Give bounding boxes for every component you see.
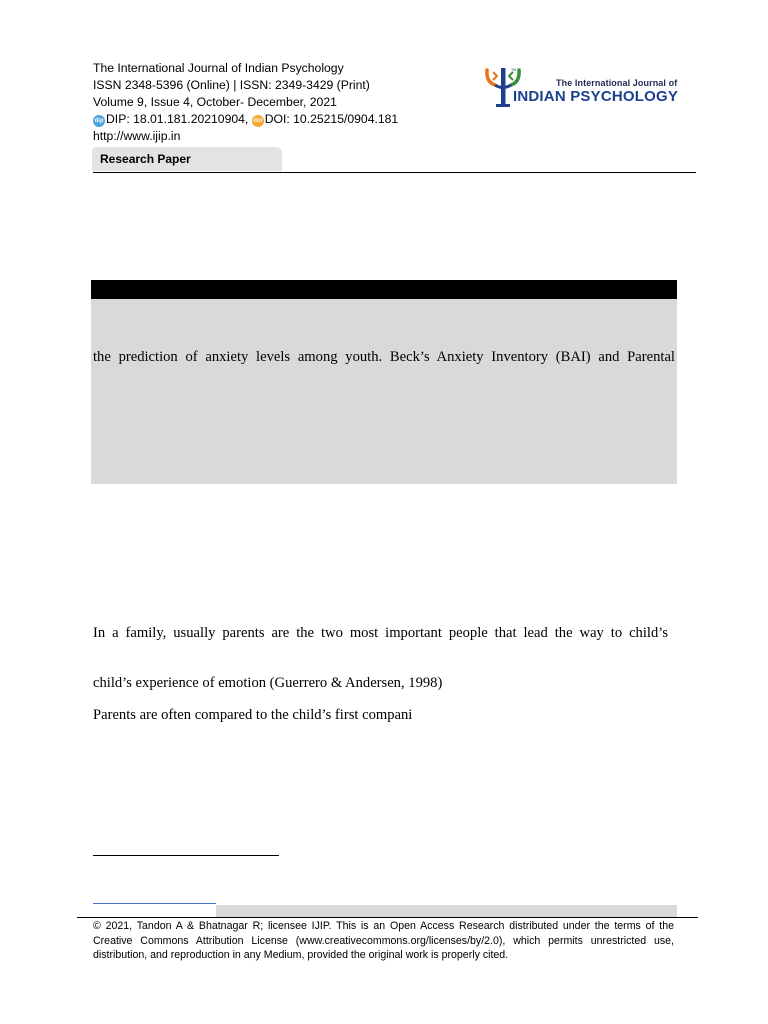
logo-small-text: The International Journal of (556, 78, 678, 88)
section-tab-label: Research Paper (100, 152, 191, 166)
abstract-box (91, 299, 677, 484)
website-link[interactable]: http://www.ijip.in (93, 129, 181, 143)
license-footer: © 2021, Tandon A & Bhatnagar R; licensee IJIP. This is an Open Access Research distributed under the terms of the Creative Commons Attribution License (www.creativecommons.org/licenses/by/2.0), which permits unrestricted use, distribution, and reproduction in any Medium, provided the original work is properly cited. (93, 920, 674, 962)
journal-logo (483, 66, 679, 110)
identifiers-line (93, 111, 398, 128)
body-paragraph-2: child’s experience of emotion (Guerrero & Andersen, 1998) (93, 675, 443, 691)
doi-icon: doi (252, 115, 264, 127)
volume-line: Volume 9, Issue 4, October- December, 2021 (93, 95, 337, 109)
footnote-link-underline (93, 903, 216, 904)
dip-icon: dip (93, 115, 105, 127)
dip-link[interactable]: DIP: 18.01.181.20210904, (106, 112, 249, 126)
footnote-highlight (216, 905, 677, 917)
section-tab (92, 147, 282, 171)
issn-line: ISSN 2348-5396 (Online) | ISSN: 2349-3429 (Print) (93, 78, 370, 92)
logo-big-text: INDIAN PSYCHOLOGY (513, 88, 679, 105)
abstract-text: the prediction of anxiety levels among youth. Beck’s Anxiety Inventory (BAI) and Parental (93, 349, 675, 365)
body-paragraph-3: Parents are often compared to the child’s first compani (93, 707, 413, 723)
trademark-mark: TM (511, 68, 517, 72)
journal-header (93, 60, 398, 145)
header-rule (93, 172, 696, 173)
footnote-rule (93, 855, 279, 856)
body-paragraph-1: In a family, usually parents are the two most important people that lead the way to child’s (93, 625, 668, 641)
journal-name: The International Journal of Indian Psychology (93, 61, 344, 75)
doi-link[interactable]: DOI: 10.25215/0904.181 (264, 112, 399, 126)
footer-rule (77, 917, 698, 918)
redacted-title-bar (91, 280, 677, 299)
